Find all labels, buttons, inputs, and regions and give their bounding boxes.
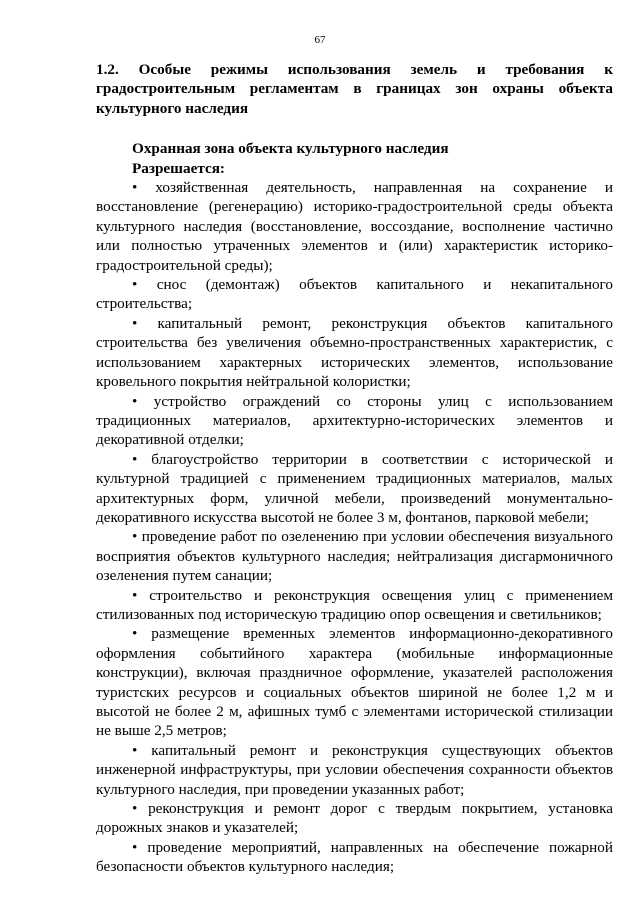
list-item (96, 178, 613, 275)
bullet-icon: • (132, 392, 154, 410)
list-item (96, 527, 613, 585)
allowed-title: Разрешается: (132, 159, 225, 177)
list-item (96, 741, 613, 799)
bullet-icon: • (132, 314, 158, 332)
bullet-icon: • (132, 741, 152, 759)
bullet-icon: • (132, 179, 156, 197)
zone-title: Охранная зона объекта культурного наследия (132, 140, 449, 158)
bullet-icon: • (132, 625, 152, 643)
page-number: 67 (314, 34, 326, 46)
bullet-icon: • (132, 838, 148, 856)
list-item (96, 799, 613, 838)
list-item-text: хозяйственная деятельность, направленная на сохранение и восстановление (регенерацию) историко-градостроительной среды объекта культурного наследия (восстановление, воссоздание, восполнение частично или полностью утраченных элементов и (или) характеристик историко-градостроительной среды); (96, 179, 614, 274)
allowed-activities-list (96, 178, 613, 877)
list-item-text: благоустройство территории в соответствии с исторической и культурной традицией с применением традиционных материалов, малых архитектурных форм, уличной мебели, произведений монументально-декоративного искусства высотой не более 3 м, фонтанов, парковой мебели; (96, 450, 614, 526)
list-item (96, 275, 613, 314)
list-item-text: снос (демонтаж) объектов капитального и некапитального строительства; (96, 276, 613, 313)
list-item (96, 314, 613, 392)
bullet-icon: • (132, 800, 149, 818)
list-item-text: капитальный ремонт, реконструкция объектов капитального строительства без увеличения объемно-пространственных характеристик, с использованием характерных исторических элементов, использование кровельного покрытия нейтральной колористки; (96, 314, 613, 391)
bullet-icon: • (132, 450, 152, 468)
list-item (96, 392, 613, 450)
list-item-text: строительство и реконструкция освещения улиц с применением стилизованных под историческую традицию опор освещения и светильников; (96, 586, 613, 623)
bullet-icon: • (132, 276, 157, 294)
section-heading: 1.2. Особые режимы использования земель и требования к градостроительным регламентам в границах зон охраны объекта культурного наследия (96, 61, 613, 117)
list-item-text: проведение мероприятий, направленных на обеспечение пожарной безопасности объектов культурного наследия; (96, 838, 613, 876)
list-item-text: размещение временных элементов информационно-декоративного оформления событийного характера (мобильные информационные конструкции), включая праздничное оформление, указателей расположения туристских ресурсов и социальных объектов шириной не более 1,2 м и высотой не более 2 м, афишных тумб с элементами исторической стилизации не выше 2,5 метров; (96, 625, 613, 740)
list-item-text: проведение работ по озеленению при условии обеспечения визуального восприятия объектов культурного наследия; нейтрализация дисгармоничного озеленения путем санации; (96, 528, 613, 585)
list-item-text: устройство ограждений со стороны улиц с использованием традиционных материалов, архитектурно-исторических элементов и декоративной отделки; (96, 392, 614, 449)
list-item (96, 624, 613, 740)
bullet-icon: • (132, 586, 150, 604)
bullet-icon: • (132, 528, 142, 546)
list-item-text: реконструкция и ремонт дорог с твердым покрытием, установка дорожных знаков и указателей; (96, 800, 613, 837)
list-item (96, 450, 613, 528)
list-item (96, 586, 613, 625)
list-item (96, 838, 613, 877)
document-body (96, 60, 613, 877)
list-item-text: капитальный ремонт и реконструкция существующих объектов инженерной инфраструктуры, при условии обеспечения сохранности объектов культурного наследия, при проведении указанных работ; (96, 741, 613, 798)
